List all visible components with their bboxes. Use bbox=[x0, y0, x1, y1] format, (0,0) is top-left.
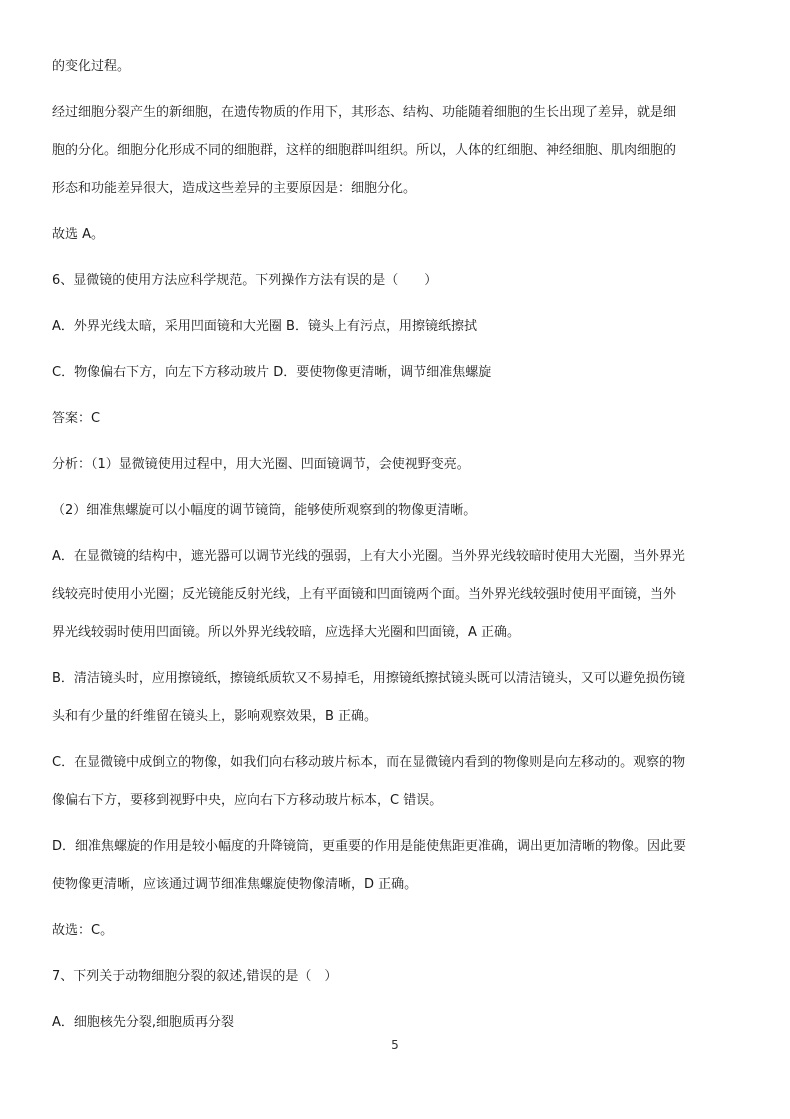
explanation-c: 像偏右下方，要移到视野中央，应向右下方移动玻片标本，C 错误。 bbox=[52, 793, 443, 808]
explanation-b: B．清洁镜头时，应用擦镜纸，擦镜纸质软又不易掉毛，用擦镜纸擦拭镜头既可以清洁镜头，又可以避免损伤镜 bbox=[52, 671, 685, 686]
explanation-d: D．细准焦螺旋的作用是较小幅度的升降镜筒，更重要的作用是能使焦距更准确，调出更加清晰的物像。因此要 bbox=[52, 839, 687, 854]
page-number: 5 bbox=[391, 1038, 399, 1052]
explanation-a: 界光线较弱时使用凹面镜。所以外界光线较暗，应选择大光圈和凹面镜，A 正确。 bbox=[52, 625, 521, 640]
answer-conclusion: 故选：C。 bbox=[52, 923, 114, 938]
answer-conclusion: 故选 A。 bbox=[52, 227, 105, 242]
page-body bbox=[52, 48, 742, 1042]
analysis-point-2: （2）细准焦螺旋可以小幅度的调节镜筒，能够使所观察到的物像更清晰。 bbox=[52, 503, 477, 518]
question-7-stem: 7、下列关于动物细胞分裂的叙述,错误的是（ ） bbox=[52, 969, 338, 984]
text-line: 的变化过程。 bbox=[52, 59, 131, 74]
explanation-a: A．在显微镜的结构中，遮光器可以调节光线的强弱，上有大小光圈。当外界光线较暗时使用大光圈，当外界光 bbox=[52, 549, 685, 564]
explanation-d: 使物像更清晰，应该通过调节细准焦螺旋使物像清晰，D 正确。 bbox=[52, 877, 418, 892]
text-line: 形态和功能差异很大，造成这些差异的主要原因是：细胞分化。 bbox=[52, 181, 417, 196]
text-line: 经过细胞分裂产生的新细胞，在遗传物质的作用下，其形态、结构、功能随着细胞的生长出现了差异，就是细 bbox=[52, 105, 677, 120]
question-7-option-a: A．细胞核先分裂,细胞质再分裂 bbox=[52, 1015, 235, 1030]
explanation-b: 头和有少量的纤维留在镜头上，影响观察效果，B 正确。 bbox=[52, 709, 378, 724]
question-6-options-ab: A．外界光线太暗，采用凹面镜和大光圈 B．镜头上有污点，用擦镜纸擦拭 bbox=[52, 319, 477, 334]
analysis-point-1: 分析：（1）显微镜使用过程中，用大光圈、凹面镜调节，会使视野变亮。 bbox=[52, 457, 470, 472]
question-6-options-cd: C．物像偏右下方，向左下方移动玻片 D．要使物像更清晰，调节细准焦螺旋 bbox=[52, 365, 492, 380]
question-6-stem: 6、显微镜的使用方法应科学规范。下列操作方法有误的是（ ） bbox=[52, 273, 438, 288]
explanation-a: 线较亮时使用小光圈；反光镜能反射光线，上有平面镜和凹面镜两个面。当外界光线较强时使用平面镜，当外 bbox=[52, 587, 677, 602]
question-6-answer: 答案：C bbox=[52, 411, 101, 426]
explanation-c: C．在显微镜中成倒立的物像，如我们向右移动玻片标本，而在显微镜内看到的物像则是向左移动的。观察的物 bbox=[52, 755, 686, 770]
text-line: 胞的分化。细胞分化形成不同的细胞群，这样的细胞群叫组织。所以，人体的红细胞、神经细胞、肌肉细胞的 bbox=[52, 143, 677, 158]
